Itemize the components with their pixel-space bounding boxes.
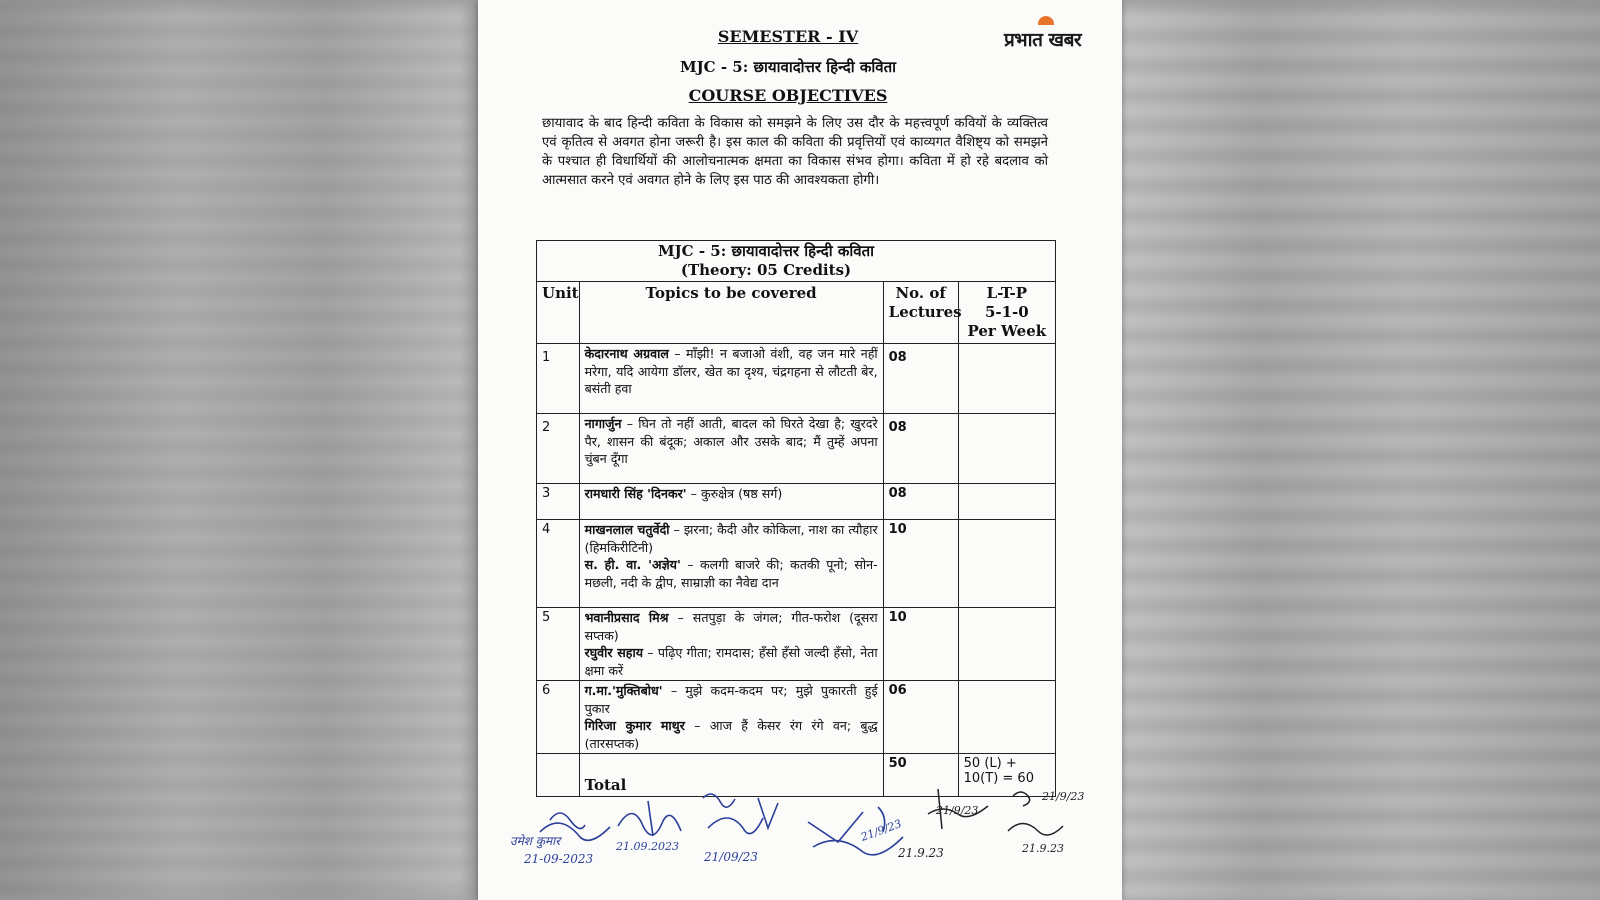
objectives-heading: COURSE OBJECTIVES xyxy=(688,86,888,105)
signature-1 xyxy=(510,802,620,872)
signatures-area xyxy=(508,790,1108,896)
unit-number: 2 xyxy=(537,414,580,484)
objectives-paragraph: छायावाद के बाद हिन्दी कविता के विकास को समझने के लिए उस दौर के महत्त्वपूर्ण कवियों के व्यक्तित्व एवं कृतित्व से अवगत होना जरूरी है। इस काल की कविता की प्रवृत्तियों एवं काव्यगत वैशिष्ट्य को समझने के पश्चात ही विधार्थियों की आलोचनात्मक क्षमता का विकास संभव होगा। कविता में हो रहे बदलाव को आत्मसात करने एवं अवगत होने के लिए इस पाठ की आवश्यकता होगी। xyxy=(542,116,1048,188)
header-lectures-line1: No. of xyxy=(895,284,946,302)
table-row xyxy=(537,681,1056,754)
lecture-count: 10 xyxy=(883,520,958,608)
table-row xyxy=(537,344,1056,414)
total-empty-unit xyxy=(537,754,580,797)
header-lectures-line2: Lectures xyxy=(888,303,962,321)
logo-text: प्रभात खबर xyxy=(1004,29,1082,51)
header-topics: Topics to be covered xyxy=(579,282,883,344)
signature-6-date: 21/9/23 xyxy=(1042,790,1085,803)
signature-2-date: 21.09.2023 xyxy=(616,840,679,853)
unit-number: 5 xyxy=(537,608,580,681)
total-ltp-line2: 10(T) = 60 xyxy=(963,771,1034,786)
table-title xyxy=(537,241,1056,282)
ltp-cell xyxy=(958,608,1055,681)
poet-name: ग.मा.'मुक्तिबोध' xyxy=(584,683,663,698)
table-row xyxy=(537,484,1056,520)
lecture-count: 10 xyxy=(883,608,958,681)
poet-works: – माँझी! न बजाओ वंशी, वह जन मारे नहीं मरेगा, यदि आयेगा डॉलर, खेत का दृश्य, चंद्रगहना से लौटती बेर, बसंती हवा xyxy=(584,346,878,396)
signature-5-date2: 21.9.23 xyxy=(898,846,944,860)
poet-works: – पढ़िए गीता; रामदास; हँसो हँसो जल्दी हँसो, नेता क्षमा करें xyxy=(584,645,878,678)
ltp-cell xyxy=(958,484,1055,520)
ltp-cell xyxy=(958,344,1055,414)
poet-name: केदारनाथ अग्रवाल xyxy=(584,346,669,361)
sun-logo-icon xyxy=(1038,16,1054,25)
table-row xyxy=(537,520,1056,608)
topic-cell xyxy=(579,608,883,681)
signature-2 xyxy=(608,796,698,866)
signature-1-name: उमेश कुमार xyxy=(510,834,561,848)
poet-works: – कुरुक्षेत्र (षष्ठ सर्ग) xyxy=(686,486,783,501)
poet-name: माखनलाल चतुर्वेदी xyxy=(584,522,670,537)
semester-heading: SEMESTER - IV xyxy=(717,27,859,46)
header-ltp-line1: L-T-P xyxy=(986,284,1028,302)
poet-works: – आज हैं केसर रंग रंगे वन; बुद्ध (तारसप्तक) xyxy=(584,718,878,751)
header-ltp-line2: 5-1-0 xyxy=(984,303,1029,321)
topic-cell xyxy=(579,484,883,520)
topic-cell xyxy=(579,681,883,754)
poet-works: – झरना; कैदी और कोकिला, नाश का त्यौहार (हिमकिरीटिनी) xyxy=(584,522,878,555)
unit-number: 1 xyxy=(537,344,580,414)
total-ltp-line1: 50 (L) + xyxy=(963,756,1017,771)
poet-name: नागार्जुन xyxy=(584,416,622,431)
signature-scribble-3 xyxy=(698,788,808,878)
total-label: Total xyxy=(579,754,883,797)
unit-number: 4 xyxy=(537,520,580,608)
table-row xyxy=(537,608,1056,681)
poet-works: – सतपुड़ा के जंगल; गीत-फरोश (दूसरा सप्तक) xyxy=(584,610,878,643)
lecture-count: 06 xyxy=(883,681,958,754)
header-unit: Unit xyxy=(537,282,580,344)
signature-5 xyxy=(898,784,998,874)
syllabus-table xyxy=(536,240,1056,797)
topic-cell xyxy=(579,344,883,414)
poet-name: गिरिजा कुमार माथुर xyxy=(584,718,685,733)
ltp-cell xyxy=(958,414,1055,484)
lecture-count: 08 xyxy=(883,484,958,520)
signature-3-date: 21/09/23 xyxy=(704,850,758,864)
signature-4 xyxy=(808,802,918,882)
total-lectures: 50 xyxy=(883,754,958,797)
table-row xyxy=(537,414,1056,484)
course-heading: MJC - 5: छायावादोत्तर हिन्दी कविता xyxy=(679,58,897,76)
poet-name: रघुवीर सहाय xyxy=(584,645,644,660)
poet-name: रामधारी सिंह 'दिनकर' xyxy=(584,486,687,501)
signature-6 xyxy=(1008,786,1098,876)
signature-5-date: 21/9/23 xyxy=(936,804,979,817)
header-lectures xyxy=(883,282,962,344)
document-page xyxy=(478,0,1122,900)
signature-3 xyxy=(698,788,808,878)
signature-4-date: 21/9/23 xyxy=(859,817,904,844)
poet-works: – घिन तो नहीं आती, बादल को घिरते देखा है; खुरदरे पैर, शासन की बंदूक; अकाल और उसके बाद; मैं तुम्हें अपना चुंबन दूँगा xyxy=(584,416,878,466)
signature-scribble-2 xyxy=(608,796,698,866)
poet-name: भवानीप्रसाद मिश्र xyxy=(584,610,669,625)
topic-cell xyxy=(579,414,883,484)
blurred-background-left xyxy=(0,0,468,900)
unit-number: 6 xyxy=(537,681,580,754)
header-ltp-line3: Per Week xyxy=(967,322,1047,340)
unit-number: 3 xyxy=(537,484,580,520)
signature-6-date2: 21.9.23 xyxy=(1022,842,1064,855)
header-ltp xyxy=(958,282,1055,344)
signature-1-date: 21-09-2023 xyxy=(524,852,594,866)
poet-works: – कलगी बाजरे की; कतकी पूनो; सोन-मछली, नदी के द्वीप, साम्राज्ञी का नैवेद्य दान xyxy=(584,557,878,590)
blurred-background-right xyxy=(1110,0,1600,900)
table-header-row xyxy=(537,282,1056,344)
lecture-count: 08 xyxy=(883,414,958,484)
ltp-cell xyxy=(958,520,1055,608)
signature-scribble-5 xyxy=(918,784,998,874)
poet-works: – मुझे कदम-कदम पर; मुझे पुकारती हुई पुकार xyxy=(584,683,878,716)
topic-cell xyxy=(579,520,883,608)
poet-name: स. ही. वा. 'अज्ञेय' xyxy=(584,557,681,572)
table-title-row xyxy=(537,241,1056,282)
lecture-count: 08 xyxy=(883,344,958,414)
table-title-line1: MJC - 5: छायावादोत्तर हिन्दी कविता xyxy=(657,242,875,260)
table-title-line2: (Theory: 05 Credits) xyxy=(680,261,852,279)
ltp-cell xyxy=(958,681,1055,754)
